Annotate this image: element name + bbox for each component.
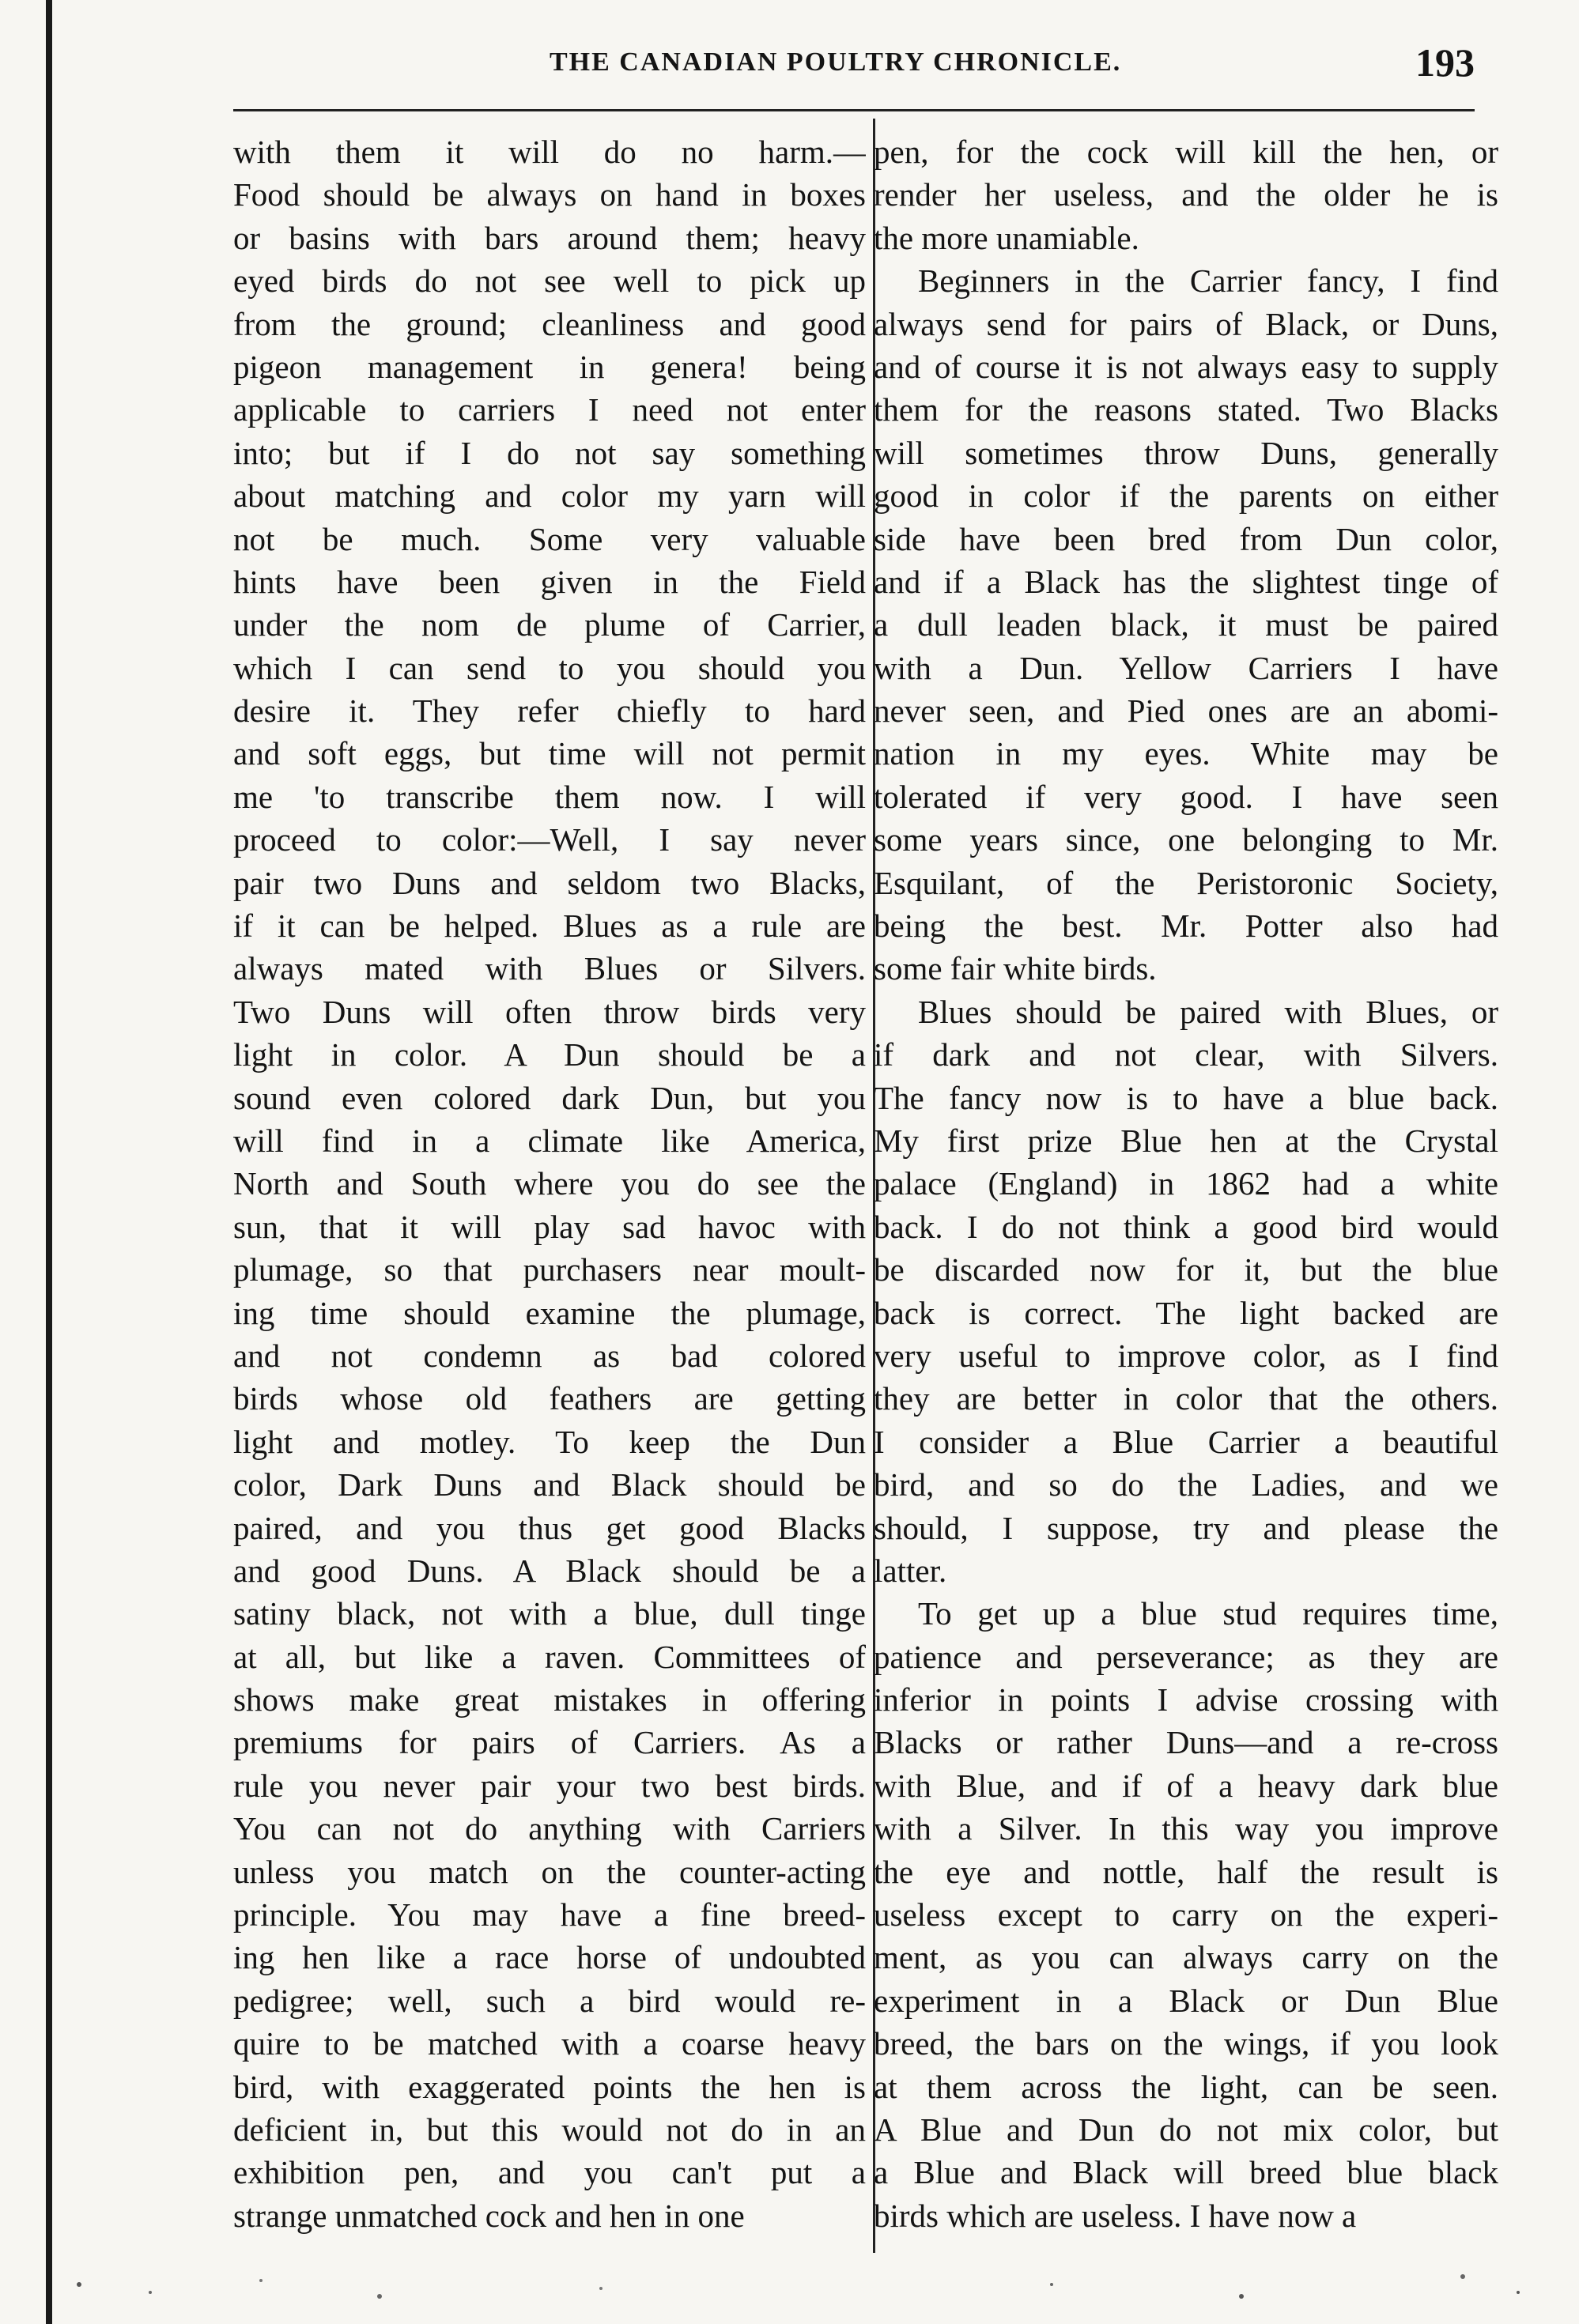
text-line: good in color if the parents on either: [874, 477, 1498, 515]
text-line: bird, and so do the Ladies, and we: [874, 1466, 1498, 1503]
text-line: hints have been given in the Field: [233, 563, 866, 600]
text-line: about matching and color my yarn will: [233, 477, 866, 515]
text-line: with a Dun. Yellow Carriers I have: [874, 649, 1498, 686]
text-line: Two Duns will often throw birds very: [233, 993, 866, 1030]
text-line: and if a Black has the slightest tinge of: [874, 563, 1498, 600]
text-line: never seen, and Pied ones are an abomi-: [874, 692, 1498, 730]
text-line: render her useless, and the older he is: [874, 176, 1498, 213]
text-line: not be much. Some very valuable: [233, 520, 866, 557]
page-header: [233, 40, 1475, 103]
text-line: breed, the bars on the wings, if you look: [874, 2025, 1498, 2062]
text-line: inferior in points I advise crossing with: [874, 1681, 1498, 1718]
text-line: To get up a blue stud requires time,: [918, 1595, 1498, 1632]
text-line: the more unamiable.: [874, 219, 1139, 256]
text-line: into; but if I do not say something: [233, 434, 866, 471]
text-line: North and South where you do see the: [233, 1165, 866, 1202]
text-line: Food should be always on hand in boxes: [233, 176, 866, 213]
text-line: and soft eggs, but time will not permit: [233, 735, 866, 772]
text-line: quire to be matched with a coarse heavy: [233, 2025, 866, 2062]
text-line: plumage, so that purchasers near moult-: [233, 1251, 866, 1288]
text-line: being the best. Mr. Potter also had: [874, 907, 1498, 945]
print-noise: [55, 2261, 1558, 2308]
text-line: if dark and not clear, with Silvers.: [874, 1036, 1498, 1073]
text-line: with them it will do no harm.—: [233, 134, 866, 170]
text-line: some fair white birds.: [874, 950, 1157, 987]
text-line: pigeon management in genera! being: [233, 348, 866, 385]
text-line: back is correct. The light backed are: [874, 1294, 1498, 1331]
text-line: strange unmatched cock and hen in one: [233, 2197, 745, 2234]
text-line: paired, and you thus get good Blacks: [233, 1509, 866, 1546]
text-line: with a Silver. In this way you improve: [874, 1810, 1498, 1847]
text-line: and good Duns. A Black should be a: [233, 1552, 866, 1589]
text-line: always mated with Blues or Silvers.: [233, 950, 866, 987]
text-line: You can not do anything with Carriers: [233, 1810, 866, 1847]
text-line: eyed birds do not see well to pick up: [233, 262, 866, 300]
text-line: bird, with exaggerated points the hen is: [233, 2068, 866, 2105]
page-number: 193: [1415, 40, 1475, 85]
text-line: and not condemn as bad colored: [233, 1337, 866, 1374]
text-line: some years since, one belonging to Mr.: [874, 821, 1498, 858]
text-line: a dull leaden black, it must be paired: [874, 606, 1498, 643]
text-line: latter.: [874, 1552, 947, 1589]
text-line: Blacks or rather Duns—and a re-cross: [874, 1724, 1498, 1761]
text-line: deficient in, but this would not do in an: [233, 2111, 866, 2148]
text-line: tolerated if very good. I have seen: [874, 778, 1498, 815]
text-line: will find in a climate like America,: [233, 1122, 866, 1159]
text-line: Esquilant, of the Peristoronic Society,: [874, 864, 1498, 901]
text-line: birds which are useless. I have now a: [874, 2197, 1357, 2234]
right-column: [874, 130, 1498, 2237]
text-line: My first prize Blue hen at the Crystal: [874, 1122, 1498, 1159]
text-line: with Blue, and if of a heavy dark blue: [874, 1767, 1498, 1804]
text-line: experiment in a Black or Dun Blue: [874, 1982, 1498, 2019]
text-line: will sometimes throw Duns, generally: [874, 434, 1498, 471]
text-line: me 'to transcribe them now. I will: [233, 778, 866, 815]
text-line: a Blue and Black will breed blue black: [874, 2154, 1498, 2191]
text-line: Blues should be paired with Blues, or: [918, 993, 1498, 1030]
running-title: THE CANADIAN POULTRY CHRONICLE.: [550, 47, 1122, 77]
text-line: if it can be helped. Blues as a rule are: [233, 907, 866, 945]
text-line: the eye and nottle, half the result is: [874, 1853, 1498, 1890]
text-line: nation in my eyes. White may be: [874, 735, 1498, 772]
text-line: proceed to color:—Well, I say never: [233, 821, 866, 858]
text-line: A Blue and Dun do not mix color, but: [874, 2111, 1498, 2148]
text-line: them for the reasons stated. Two Blacks: [874, 391, 1498, 428]
text-line: pedigree; well, such a bird would re-: [233, 1982, 866, 2019]
text-line: useless except to carry on the experi-: [874, 1896, 1498, 1934]
header-rule: [233, 109, 1475, 111]
text-line: ing hen like a race horse of undoubted: [233, 1939, 866, 1976]
text-line: at them across the light, can be seen.: [874, 2068, 1498, 2105]
text-line: The fancy now is to have a blue back.: [874, 1079, 1498, 1116]
text-line: unless you match on the counter-acting: [233, 1853, 866, 1890]
text-line: ing time should examine the plumage,: [233, 1294, 866, 1331]
text-line: which I can send to you should you: [233, 649, 866, 686]
text-line: they are better in color that the others.: [874, 1380, 1498, 1417]
text-line: back. I do not think a good bird would: [874, 1208, 1498, 1245]
text-line: applicable to carriers I need not enter: [233, 391, 866, 428]
text-line: birds whose old feathers are getting: [233, 1380, 866, 1417]
text-line: exhibition pen, and you can't put a: [233, 2154, 866, 2191]
text-line: at all, but like a raven. Committees of: [233, 1638, 866, 1675]
text-line: pen, for the cock will kill the hen, or: [874, 134, 1498, 170]
text-line: sun, that it will play sad havoc with: [233, 1208, 866, 1245]
text-line: always send for pairs of Black, or Duns,: [874, 305, 1498, 342]
text-line: principle. You may have a fine breed-: [233, 1896, 866, 1934]
left-column: [233, 130, 866, 2237]
text-line: desire it. They refer chiefly to hard: [233, 692, 866, 730]
text-line: satiny black, not with a blue, dull tinge: [233, 1595, 866, 1632]
text-line: ment, as you can always carry on the: [874, 1939, 1498, 1976]
text-line: palace (England) in 1862 had a white: [874, 1165, 1498, 1202]
text-line: light and motley. To keep the Dun: [233, 1423, 866, 1460]
text-line: pair two Duns and seldom two Blacks,: [233, 864, 866, 901]
text-line: very useful to improve color, as I find: [874, 1337, 1498, 1374]
text-line: should, I suppose, try and please the: [874, 1509, 1498, 1546]
text-line: sound even colored dark Dun, but you: [233, 1079, 866, 1116]
text-line: premiums for pairs of Carriers. As a: [233, 1724, 866, 1761]
text-line: Beginners in the Carrier fancy, I find: [918, 262, 1498, 300]
text-line: side have been bred from Dun color,: [874, 520, 1498, 557]
text-line: be discarded now for it, but the blue: [874, 1251, 1498, 1288]
page-binding-edge: [46, 0, 52, 2324]
text-line: and of course it is not always easy to supply: [874, 348, 1498, 385]
text-line: under the nom de plume of Carrier,: [233, 606, 866, 643]
text-line: light in color. A Dun should be a: [233, 1036, 866, 1073]
text-line: I consider a Blue Carrier a beautiful: [874, 1423, 1498, 1460]
text-line: or basins with bars around them; heavy: [233, 219, 866, 256]
text-line: rule you never pair your two best birds.: [233, 1767, 866, 1804]
text-line: shows make great mistakes in offering: [233, 1681, 866, 1718]
text-line: from the ground; cleanliness and good: [233, 305, 866, 342]
text-line: color, Dark Duns and Black should be: [233, 1466, 866, 1503]
text-line: patience and perseverance; as they are: [874, 1638, 1498, 1675]
